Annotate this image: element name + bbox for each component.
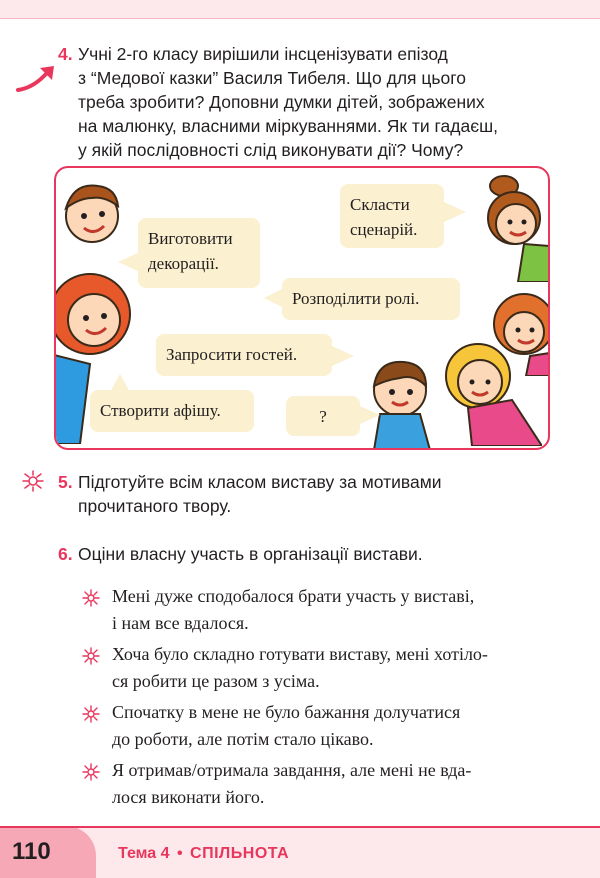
- bubble-line: Запросити гостей.: [166, 345, 298, 364]
- option-line: і нам все вдалося.: [112, 613, 249, 633]
- task-number: 6.: [58, 544, 73, 564]
- option-line: Хоча було складно готувати виставу, мені хотіло-: [112, 644, 488, 664]
- page-number: 110: [12, 838, 51, 865]
- speech-bubble-decorations: [138, 218, 260, 288]
- flower-bullet-icon: [82, 589, 100, 607]
- option-line: ся робити це разом з усіма.: [112, 671, 320, 691]
- task-text: [78, 470, 548, 518]
- option-3: [112, 699, 550, 753]
- theme-separator: •: [176, 845, 183, 862]
- bubble-tail: [360, 406, 380, 424]
- option-4: [112, 757, 550, 811]
- option-line: Я отримав/отримала завдання, але мені не вда-: [112, 760, 472, 780]
- task-line: прочитаного твору.: [78, 496, 232, 516]
- task-line: треба зробити? Доповни думки дітей, зображених: [78, 92, 485, 112]
- bubble-line: декорації.: [148, 254, 219, 273]
- task-line: Підготуйте всім класом виставу за мотивами: [78, 472, 442, 492]
- speech-bubble-roles: [282, 278, 460, 320]
- task-text: Оціни власну участь в організації вистави.: [78, 544, 423, 564]
- girl-pigtails-illustration: [474, 172, 550, 282]
- bubble-line: Виготовити: [148, 229, 233, 248]
- footer-theme: [118, 845, 289, 863]
- theme-topic: СПІЛЬНОТА: [190, 845, 290, 862]
- theme-label: Тема 4: [118, 845, 170, 862]
- flower-bullet-icon: [82, 647, 100, 665]
- illustration-frame: [54, 166, 550, 450]
- bubble-tail: [118, 252, 140, 272]
- boy-illustration: [54, 174, 132, 254]
- task-number: 4.: [58, 44, 73, 64]
- task-line: у якій послідовності слід виконувати дії? Чому?: [78, 140, 464, 160]
- flower-bullet-icon: [82, 763, 100, 781]
- footer-divider: [0, 826, 600, 828]
- top-band: [0, 0, 600, 19]
- flower-bullet-icon: [82, 705, 100, 723]
- boy-brown-hair-illustration: [360, 350, 440, 450]
- task-line: на малюнку, власними міркуваннями. Як ти гадаєш,: [78, 116, 499, 136]
- option-line: Мені дуже сподобалося брати участь у виставі,: [112, 586, 475, 606]
- task-line: з “Медової казки” Василя Тибеля. Що для цього: [78, 68, 466, 88]
- option-line: Спочатку в мене не було бажання долучатися: [112, 702, 461, 722]
- option-line: лося виконати його.: [112, 787, 265, 807]
- option-line: до роботи, але потім стало цікаво.: [112, 729, 374, 749]
- arrow-icon: [14, 64, 58, 94]
- option-1: [112, 583, 550, 637]
- task-line: Учні 2-го класу вирішили інсценізувати епізод: [78, 44, 448, 64]
- bubble-tail: [110, 374, 130, 392]
- bubble-tail: [264, 288, 284, 308]
- bubble-line: Розподілити ролі.: [292, 289, 420, 308]
- girl-blonde-illustration: [432, 336, 542, 446]
- bubble-line: Створити афішу.: [100, 401, 221, 420]
- bubble-line: Скласти: [350, 195, 410, 214]
- task-text: [78, 42, 558, 162]
- speech-bubble-question: [286, 396, 360, 436]
- bubble-tail: [444, 202, 466, 222]
- speech-bubble-guests: [156, 334, 332, 376]
- teamwork-icon: [20, 470, 46, 492]
- option-2: [112, 641, 550, 695]
- bubble-tail: [332, 346, 354, 366]
- speech-bubble-script: [340, 184, 444, 248]
- bubble-line: ?: [319, 407, 327, 426]
- task-number: 5.: [58, 472, 73, 492]
- speech-bubble-poster: [90, 390, 254, 432]
- bubble-line: сценарій.: [350, 220, 418, 239]
